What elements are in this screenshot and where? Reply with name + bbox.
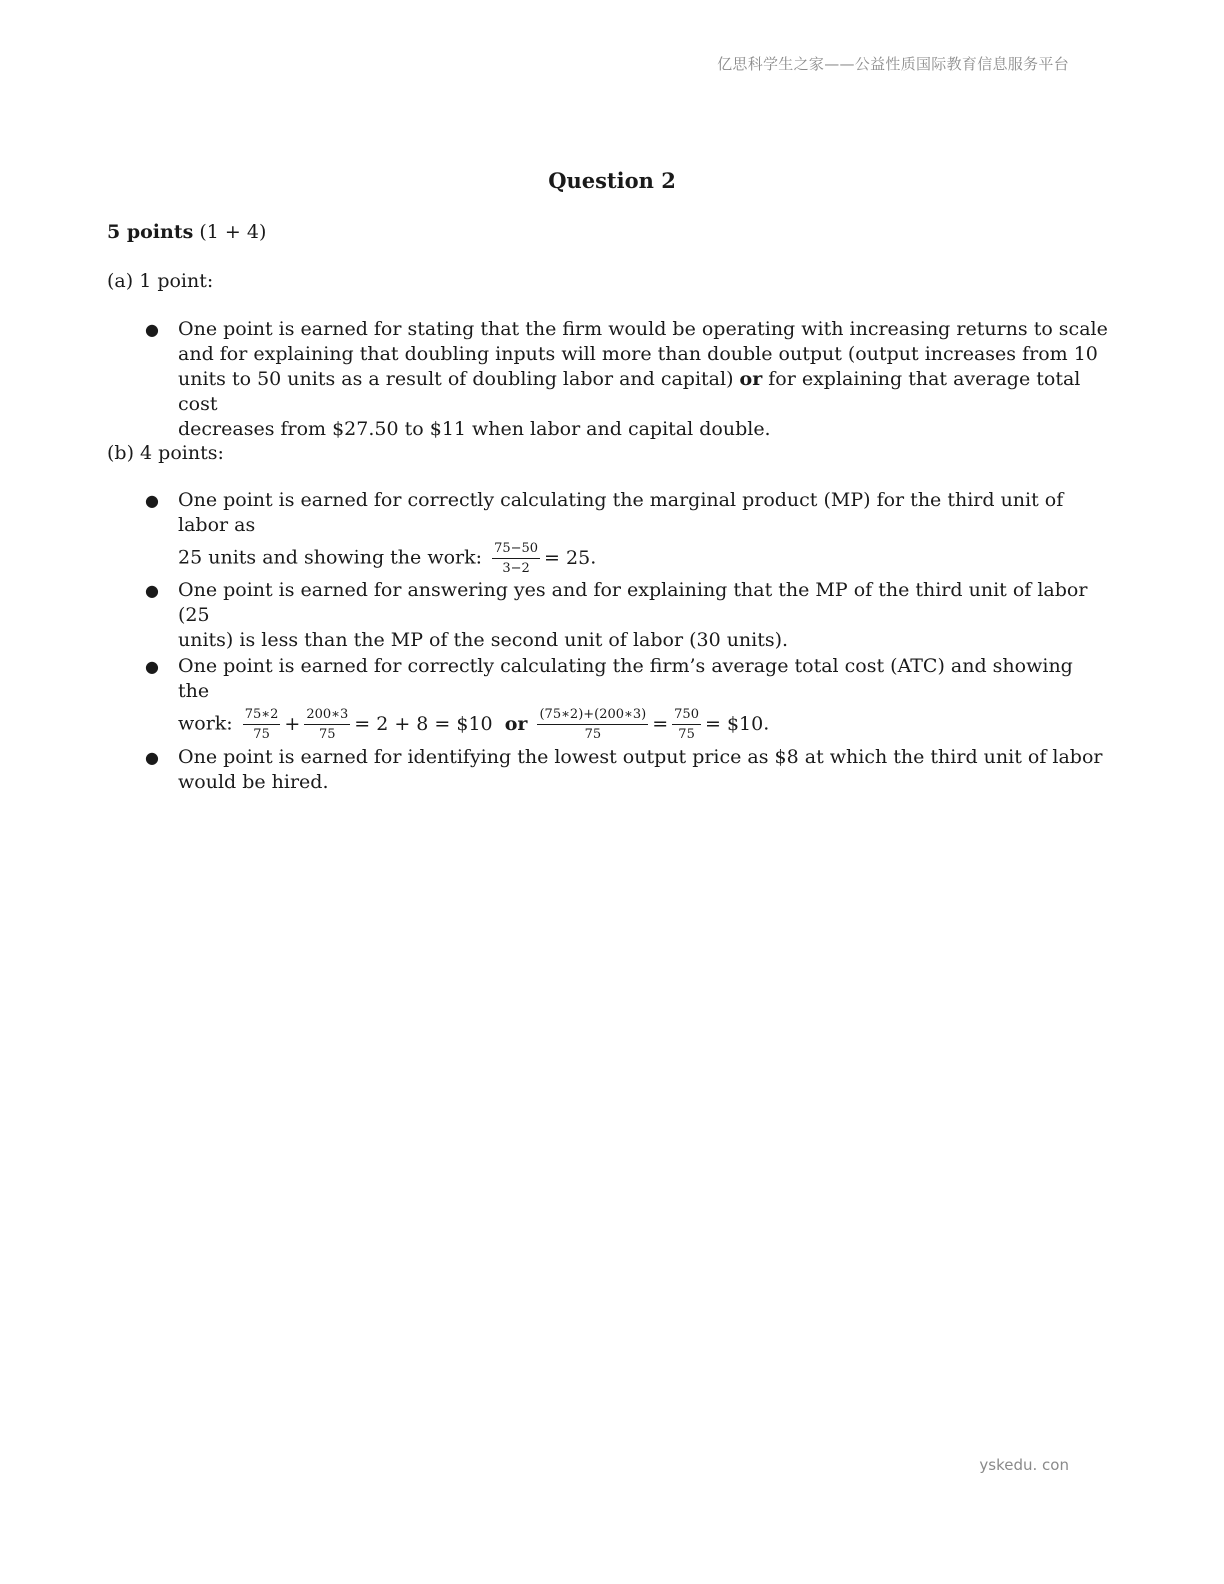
bullet-line: One point is earned for answering yes and for explaining that the MP of the third unit of labor (25 xyxy=(178,579,1088,626)
bullet-line: decreases from $27.50 to $11 when labor and capital double. xyxy=(178,418,771,440)
atc-fraction: $\frac{(75∗2)+(200∗3)}{75}$ xyxy=(539,707,647,742)
points-summary xyxy=(107,220,266,245)
bullet-dot: ● xyxy=(145,581,159,600)
bullet-dot: ● xyxy=(145,320,159,339)
part-b-bullet-mp xyxy=(145,488,1108,576)
bullet-line: would be hired. xyxy=(178,771,329,793)
bullet-line: One point is earned for identifying the lowest output price as $8 at which the third unit of labor xyxy=(178,746,1103,768)
bullet-line: One point is earned for stating that the firm would be operating with increasing returns to scale xyxy=(178,318,1108,340)
atc-fraction: $\frac{200∗3}{75}$ xyxy=(306,707,349,742)
bullet-line: One point is earned for correctly calculating the firm’s average total cost (ATC) and showing the xyxy=(178,655,1073,702)
atc-fraction: $\frac{75∗2}{75}$ xyxy=(244,707,279,742)
bullet-line: and for explaining that doubling inputs will more than double output (output increases from 10 xyxy=(178,343,1098,365)
atc-equation: $\frac{75∗2}{75}$ + $\frac{200∗3}{75}$ = 2 + 8 = $10 or $\frac{(75∗2)+(200∗3)}{75}$ = $\frac{750}{75}$ = $10 xyxy=(244,707,764,742)
emphasis-or: or xyxy=(739,368,763,390)
bullet-dot: ● xyxy=(145,657,159,676)
footer-watermark: yskedu. con xyxy=(979,1456,1069,1474)
part-b-bullet-price xyxy=(145,745,1108,795)
bullet-dot: ● xyxy=(145,748,159,767)
bullet-line: One point is earned for correctly calculating the marginal product (MP) for the third unit of labor as xyxy=(178,489,1064,536)
bullet-line: units to 50 units as a result of doubling labor and capital) or for explaining that average total cost xyxy=(178,368,1081,415)
bullet-line: work: $\frac{75∗2}{75}$ + $\frac{200∗3}{75}$ = 2 + 8 = $10 or $\frac{(75∗2)+(200∗3)}{75}$ = $\frac{750}{75}$ = $10. xyxy=(178,707,770,742)
part-b-bullet-atc xyxy=(145,654,1108,742)
bullet-line: 25 units and showing the work: $\frac{75-50}{3-2}$ = 25. xyxy=(178,541,597,576)
part-a-bullet xyxy=(145,317,1108,442)
mp-equation: $\frac{75-50}{3-2}$ = 25 xyxy=(494,541,591,576)
points-breakdown: (1 + 4) xyxy=(199,221,267,243)
part-b-label: (b) 4 points: xyxy=(107,442,224,464)
points-bold: 5 points xyxy=(107,221,194,243)
mp-fraction: $\frac{75-50}{3-2}$ xyxy=(494,541,539,576)
part-b-bullet-diminishing xyxy=(145,578,1108,653)
bullet-dot: ● xyxy=(145,491,159,510)
page-title: Question 2 xyxy=(548,168,676,193)
atc-fraction: $\frac{750}{75}$ xyxy=(674,707,699,742)
header-watermark: 亿思科学生之家——公益性质国际教育信息服务平台 xyxy=(717,55,1069,73)
bullet-line: units) is less than the MP of the second unit of labor (30 units). xyxy=(178,629,789,651)
emphasis-or: or xyxy=(504,712,528,735)
part-a-label: (a) 1 point: xyxy=(107,270,214,292)
